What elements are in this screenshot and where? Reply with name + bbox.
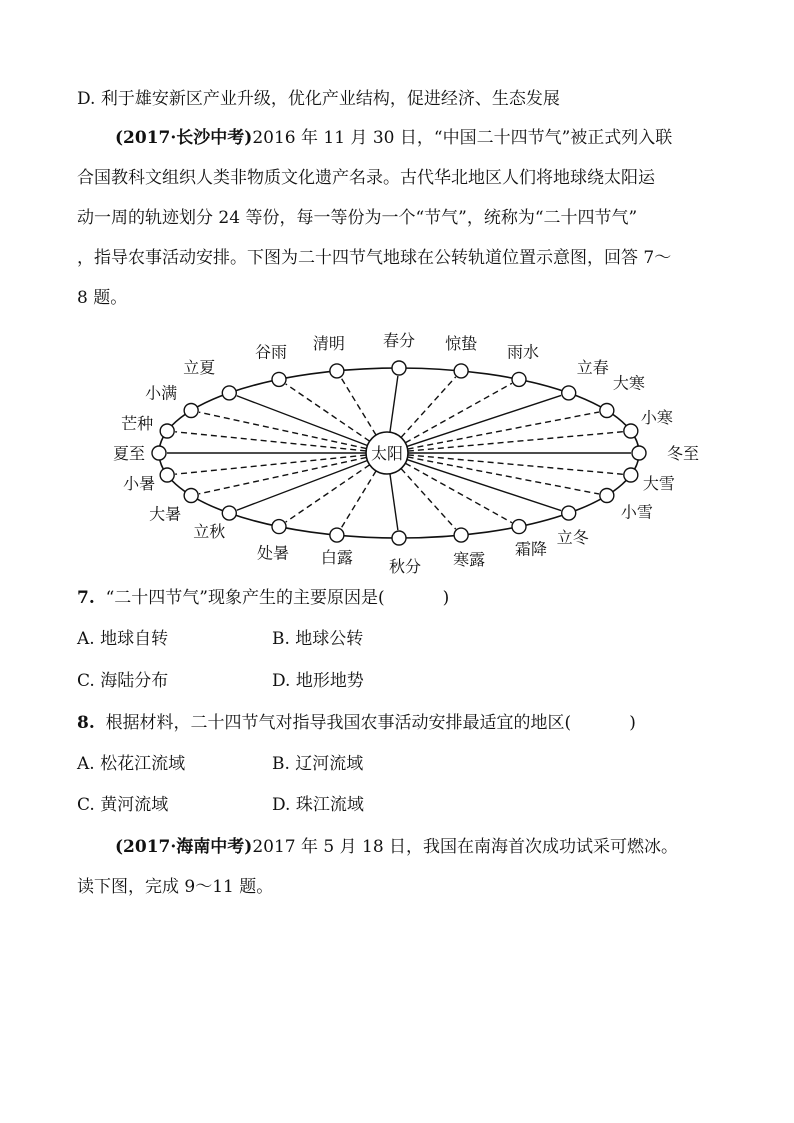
term-label: 春分 <box>382 331 416 350</box>
term-label: 小雪 <box>620 502 653 522</box>
orbit-node-1 <box>624 424 638 438</box>
q8-option-b[interactable]: B. 辽河流域 <box>272 754 364 774</box>
spoke-22 <box>408 457 599 494</box>
passage2-line2: 读下图，完成 9～11 题。 <box>77 877 274 897</box>
term-label: 小暑 <box>123 473 156 493</box>
passage1-line3: 动一周的轨迹划分 24 等份，每一等份为一个“节气”，统称为“二十四节气” <box>77 208 638 228</box>
spoke-6 <box>390 376 398 432</box>
orbit-node-15 <box>222 506 236 520</box>
q7-option-c[interactable]: C. 海陆分布 <box>77 671 169 691</box>
term-label: 雨水 <box>506 342 540 362</box>
q8-stem: 根据材料，二十四节气对指导我国农事活动安排最适宜的地区( <box>105 713 572 733</box>
orbit-node-19 <box>454 528 468 542</box>
term-label: 小满 <box>145 383 178 403</box>
passage1-line2: 合国教科文组织人类非物质文化遗产名录。古代华北地区人们将地球绕太阳运 <box>77 168 655 188</box>
q7-line <box>77 587 449 609</box>
q7-number: 7. <box>77 588 95 608</box>
term-label: 白露 <box>320 548 353 568</box>
q8-close: ) <box>629 713 636 733</box>
term-label: 立春 <box>576 357 609 377</box>
orbit-node-10 <box>184 404 198 418</box>
orbit-node-11 <box>160 424 174 438</box>
spoke-2 <box>408 412 599 449</box>
term-label: 大雪 <box>642 473 675 493</box>
orbit-node-13 <box>160 468 174 482</box>
q7-close: ) <box>442 588 450 608</box>
term-label: 寒露 <box>453 550 486 570</box>
passage2-text1: 2017 年 5 月 18 日，我国在南海首次成功试采可燃冰。 <box>252 837 679 857</box>
orbit-node-16 <box>272 520 286 534</box>
term-label: 惊蛰 <box>445 333 478 353</box>
orbit-node-5 <box>454 364 468 378</box>
orbit-node-4 <box>512 372 526 386</box>
sun-label: 太阳 <box>370 444 404 463</box>
orbit-node-9 <box>222 386 236 400</box>
orbit-node-20 <box>512 520 526 534</box>
q8-option-a[interactable]: A. 松花江流域 <box>77 754 186 774</box>
q7-option-a[interactable]: A. 地球自转 <box>77 629 169 649</box>
orbit-node-14 <box>184 489 198 503</box>
term-label: 霜降 <box>514 539 548 559</box>
passage2-line1 <box>115 836 678 858</box>
spoke-5 <box>401 377 456 438</box>
q8-option-d[interactable]: D. 珠江流域 <box>272 795 364 815</box>
spoke-18 <box>390 474 398 530</box>
q7-option-b[interactable]: B. 地球公转 <box>272 629 364 649</box>
term-label: 立夏 <box>183 357 216 377</box>
term-label: 冬至 <box>667 444 700 463</box>
orbit-node-3 <box>562 386 576 400</box>
q7-option-d[interactable]: D. 地形地势 <box>272 671 364 691</box>
spoke-1 <box>408 432 623 451</box>
spoke-20 <box>405 463 512 522</box>
orbit-node-0 <box>632 446 646 460</box>
spoke-16 <box>286 465 370 522</box>
spoke-4 <box>405 383 512 442</box>
passage1-source: (2017·长沙中考) <box>115 128 253 148</box>
solar-terms-orbit-diagram <box>100 322 700 582</box>
orbit-node-17 <box>330 528 344 542</box>
orbit-node-23 <box>624 468 638 482</box>
term-label: 秋分 <box>388 557 422 576</box>
orbit-node-6 <box>392 361 406 375</box>
passage1-line4: ，指导农事活动安排。下图为二十四节气地球在公转轨道位置示意图，回答 7～ <box>77 248 672 268</box>
spoke-9 <box>237 396 368 446</box>
orbit-node-18 <box>392 531 406 545</box>
passage2-source: (2017·海南中考) <box>115 837 253 857</box>
spoke-8 <box>286 384 370 441</box>
q7-stem: “二十四节气”现象产生的主要原因是( <box>105 588 385 608</box>
option-d-previous: D. 利于雄安新区产业升级，优化产业结构，促进经济、生态发展 <box>77 89 560 109</box>
orbit-node-22 <box>600 489 614 503</box>
term-label: 大寒 <box>612 373 645 393</box>
orbit-node-21 <box>562 506 576 520</box>
spoke-19 <box>401 469 456 530</box>
term-label: 谷雨 <box>254 342 288 362</box>
term-label: 立冬 <box>556 528 589 548</box>
term-label: 夏至 <box>112 444 145 463</box>
passage1-line5: 8 题。 <box>77 288 128 308</box>
q8-option-c[interactable]: C. 黄河流域 <box>77 795 169 815</box>
spoke-15 <box>237 460 368 510</box>
orbit-node-7 <box>330 364 344 378</box>
term-label: 处暑 <box>256 543 290 563</box>
orbit-node-12 <box>152 446 166 460</box>
spoke-17 <box>341 471 376 528</box>
term-label: 芒种 <box>121 414 154 434</box>
term-label: 立秋 <box>193 522 226 542</box>
term-label: 大暑 <box>149 504 182 524</box>
spoke-23 <box>408 455 623 474</box>
term-label: 小寒 <box>640 408 673 428</box>
q8-number: 8. <box>77 713 95 733</box>
spoke-7 <box>341 378 376 435</box>
term-label: 清明 <box>312 333 345 353</box>
passage1-text1: 2016 年 11 月 30 日，“中国二十四节气”被正式列入联 <box>252 128 673 148</box>
orbit-node-2 <box>600 404 614 418</box>
q8-line <box>77 712 636 734</box>
passage1-line1 <box>115 127 672 149</box>
orbit-node-8 <box>272 372 286 386</box>
